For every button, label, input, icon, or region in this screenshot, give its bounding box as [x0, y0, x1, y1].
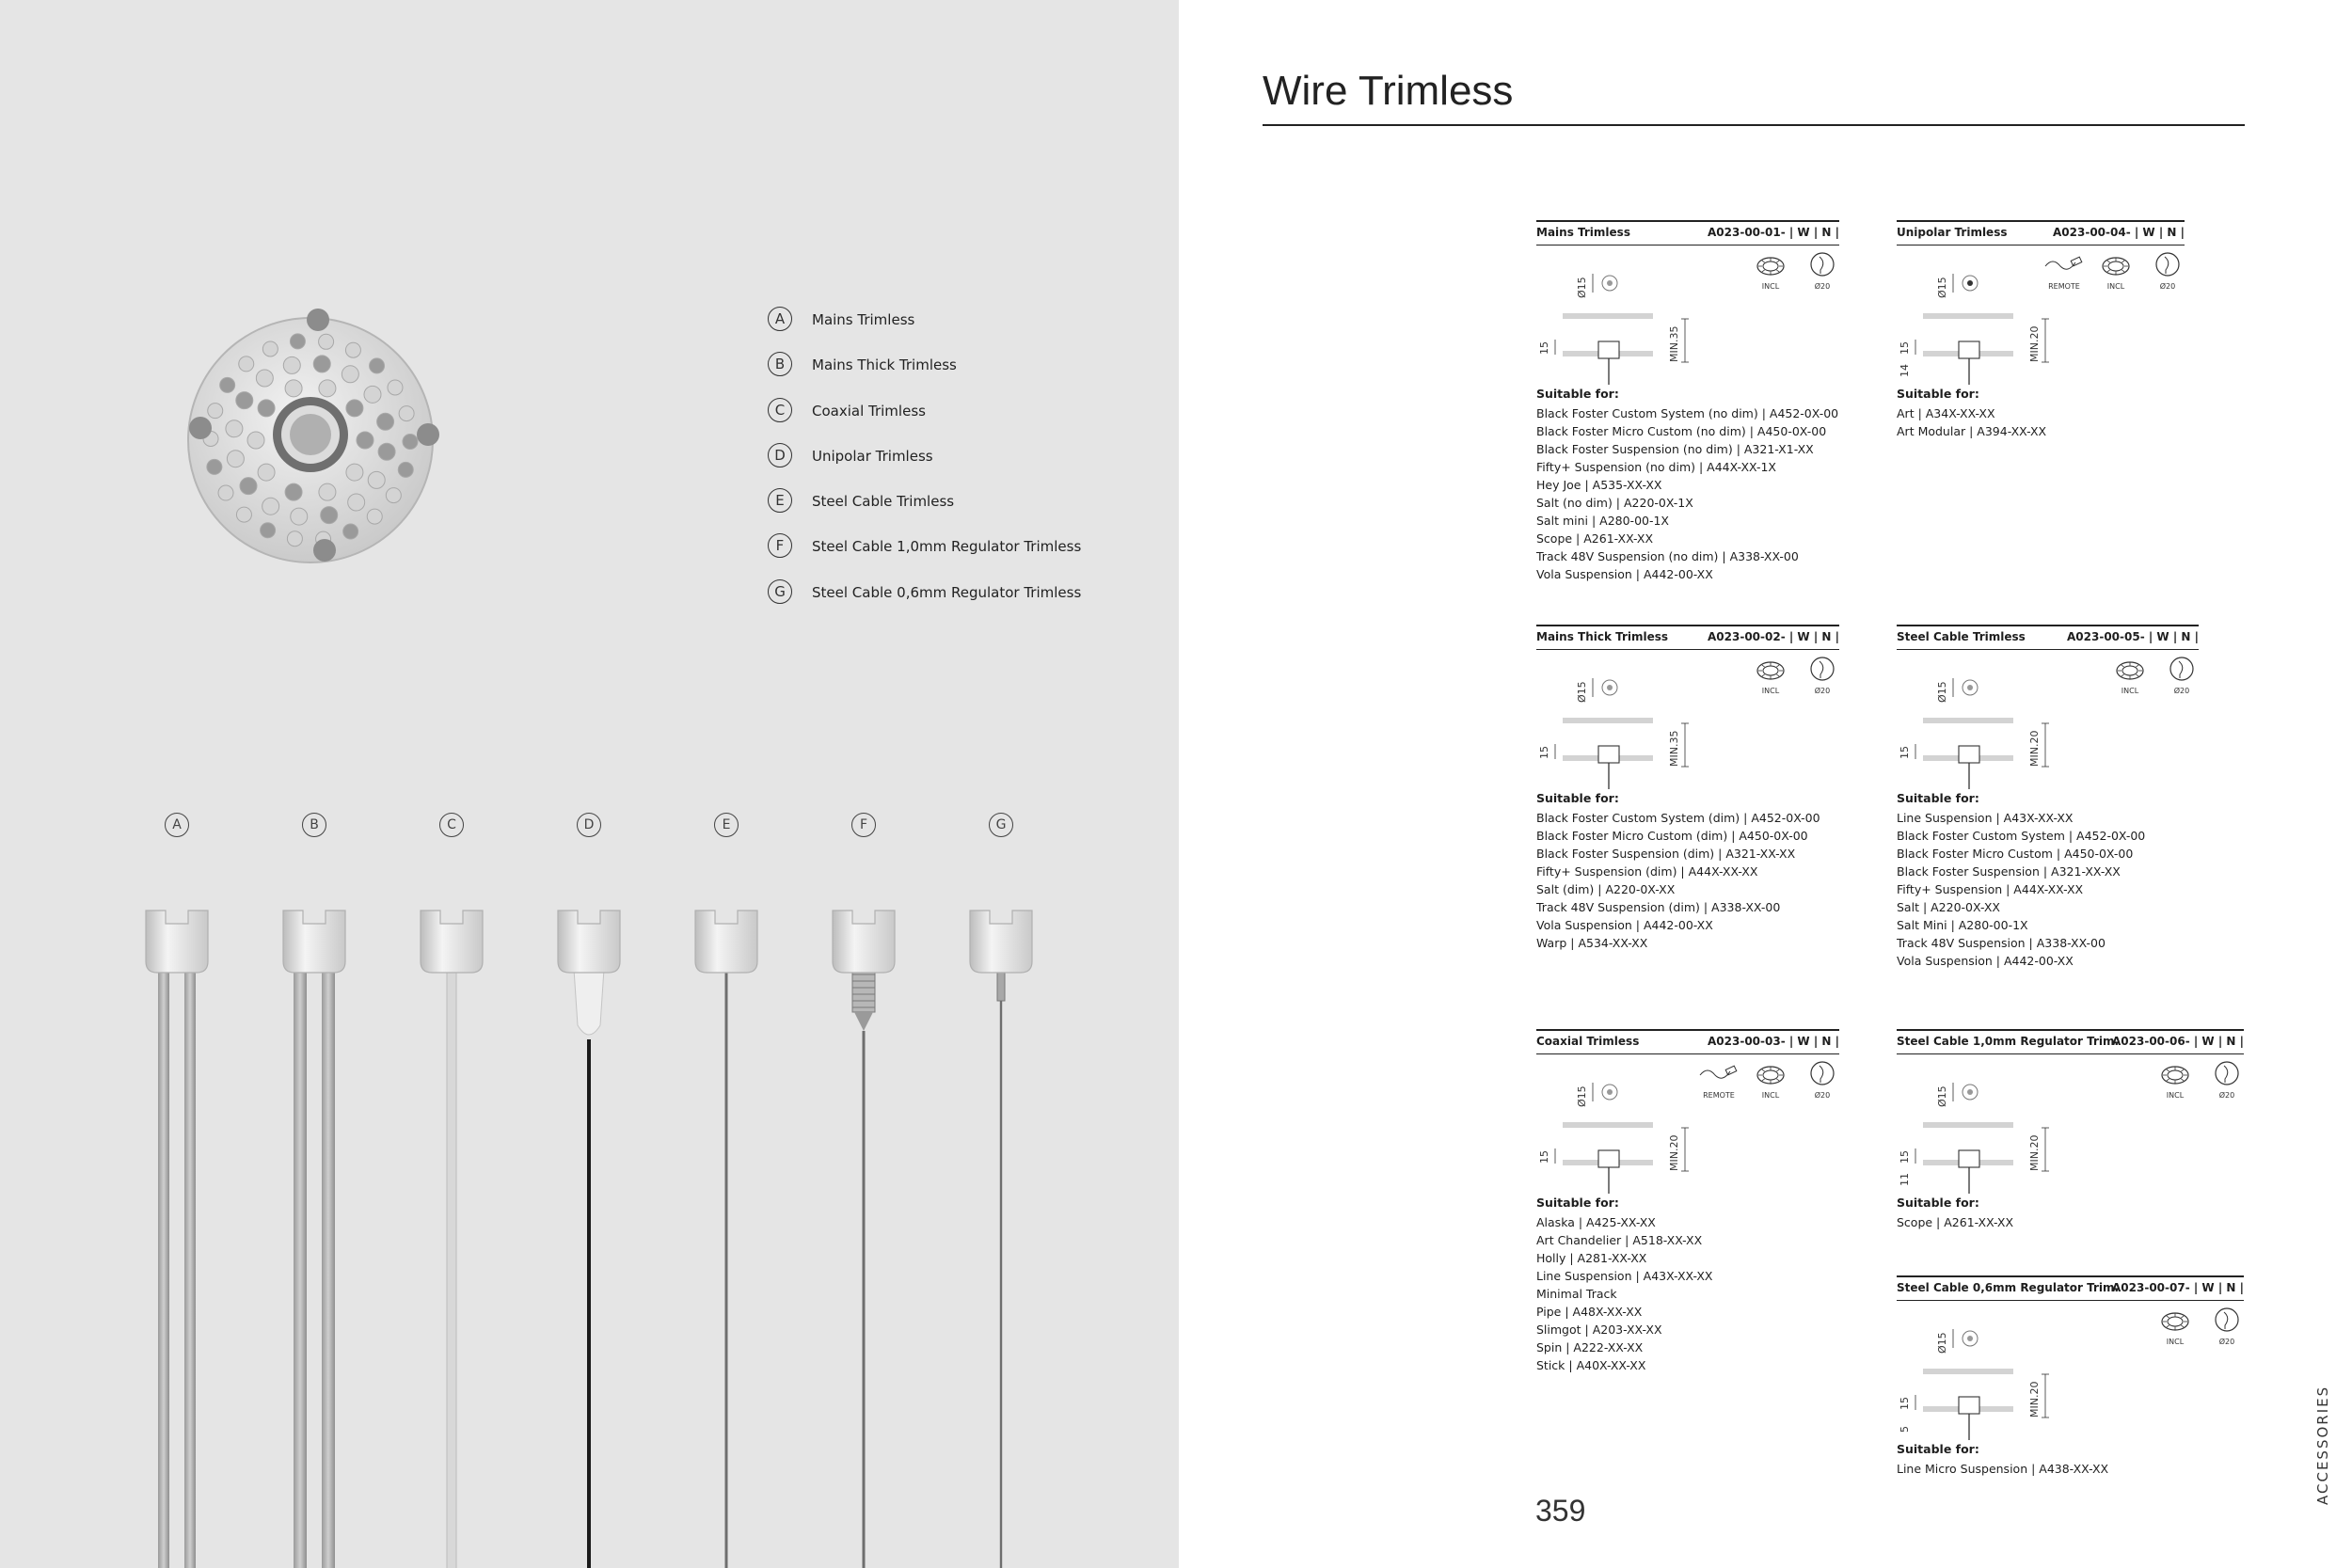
- suitable-item: Alaska | A425-XX-XX: [1536, 1215, 1656, 1229]
- remote-icon: [1700, 1066, 1737, 1100]
- icon-label: Ø20: [2218, 1091, 2235, 1100]
- spec-code: A023-00-03- | W | N |: [1708, 1035, 1839, 1048]
- icon-label: Ø20: [2173, 687, 2190, 695]
- suitable-item: Salt (dim) | A220-0X-XX: [1536, 882, 1676, 896]
- suitable-item: Vola Suspension | A442-00-XX: [1536, 567, 1713, 581]
- incl-icon: [1757, 258, 1784, 291]
- icon-label: Ø20: [1814, 687, 1831, 695]
- icon-label: INCL: [1761, 687, 1780, 695]
- trim-a: [146, 911, 208, 1568]
- dim-height: 15: [1899, 1150, 1911, 1164]
- spec-coaxial-trimless: [1536, 1029, 1839, 1374]
- spec-steel-cable-1mm-regulator: [1897, 1029, 2244, 1231]
- dim-height: 15: [1538, 341, 1550, 355]
- trim-e: [695, 911, 757, 1568]
- spec-drawing: [1536, 650, 1839, 791]
- title-rule: [1263, 124, 2245, 126]
- trim-d: [558, 911, 620, 1568]
- dim-min: MIN.20: [2028, 1134, 2041, 1171]
- dim-min: MIN.20: [1668, 1134, 1680, 1171]
- suitable-item: Track 48V Suspension (no dim) | A338-XX-00: [1536, 549, 1799, 563]
- column-letter: E: [714, 813, 739, 837]
- trimless-disc: [188, 309, 439, 562]
- suitable-item: Black Foster Micro Custom (dim) | A450-0X-00: [1536, 829, 1808, 843]
- spec-code: A023-00-07- | W | N |: [2112, 1281, 2244, 1294]
- top-view-icon: [1963, 276, 1978, 291]
- trim-f: [833, 911, 895, 1568]
- spec-header: [1536, 1029, 1839, 1054]
- spec-drawing: [1897, 1301, 2244, 1442]
- suitable-item: Black Foster Custom System (dim) | A452-0X-00: [1536, 811, 1820, 825]
- spec-name: Steel Cable 0,6mm Regulator Trim.: [1897, 1281, 2120, 1294]
- spec-drawing: [1536, 1054, 1839, 1196]
- suitable-title: Suitable for:: [1897, 387, 1979, 401]
- dim-height: 15: [1899, 1397, 1911, 1410]
- dim-diameter: Ø15: [1936, 277, 1948, 298]
- page-title: Wire Trimless: [1263, 68, 1514, 114]
- suitable-item: Salt (no dim) | A220-0X-1X: [1536, 496, 1693, 510]
- d20-icon: [2156, 253, 2179, 291]
- suitable-item: Salt | A220-0X-XX: [1897, 900, 2000, 914]
- column-letter: D: [577, 813, 601, 837]
- suitable-item: Line Suspension | A43X-XX-XX: [1897, 811, 2074, 825]
- spec-header: [1897, 625, 2199, 650]
- spec-code: A023-00-01- | W | N |: [1708, 226, 1839, 239]
- icon-label: REMOTE: [1703, 1091, 1735, 1100]
- spec-code: A023-00-06- | W | N |: [2112, 1035, 2244, 1048]
- suitable-item: Spin | A222-XX-XX: [1536, 1340, 1644, 1354]
- suitable-item: Scope | A261-XX-XX: [1897, 1215, 2014, 1229]
- dim-diameter: Ø15: [1936, 1085, 1948, 1107]
- legend-label: Steel Cable 0,6mm Regulator Trimless: [812, 583, 1082, 601]
- icon-label: INCL: [2121, 687, 2139, 695]
- dim-height: 15: [1899, 746, 1911, 759]
- trim-g: [970, 911, 1032, 1568]
- trim-c: [421, 911, 483, 1568]
- dim-height: 15: [1538, 1150, 1550, 1164]
- suitable-item: Art Modular | A394-XX-XX: [1897, 424, 2047, 438]
- top-view-icon: [1602, 680, 1617, 695]
- spec-name: Steel Cable 1,0mm Regulator Trim.: [1897, 1035, 2120, 1048]
- dim-height: 15: [1538, 746, 1550, 759]
- suitable-title: Suitable for:: [1536, 791, 1619, 805]
- dim-diameter: Ø15: [1576, 681, 1588, 703]
- suitable-title: Suitable for:: [1897, 791, 1979, 805]
- suitable-item: Warp | A534-XX-XX: [1536, 936, 1648, 950]
- icon-label: INCL: [2166, 1338, 2185, 1346]
- dim-extra: 11: [1899, 1173, 1911, 1186]
- dim-min: MIN.20: [2028, 730, 2041, 767]
- suitable-item: Black Foster Suspension | A321-XX-XX: [1897, 864, 2121, 879]
- suitable-item: Track 48V Suspension | A338-XX-00: [1897, 936, 2106, 950]
- spec-header: [1897, 220, 2185, 245]
- legend-letter: F: [768, 533, 792, 558]
- column-letter: G: [989, 813, 1013, 837]
- dim-diameter: Ø15: [1576, 1085, 1588, 1107]
- suitable-title: Suitable for:: [1536, 387, 1619, 401]
- suitable-item: Black Foster Custom System | A452-0X-00: [1897, 829, 2146, 843]
- spec-code: A023-00-02- | W | N |: [1708, 630, 1839, 643]
- icon-label: REMOTE: [2048, 282, 2080, 291]
- dim-min: MIN.35: [1668, 325, 1680, 362]
- spec-name: Unipolar Trimless: [1897, 226, 2008, 239]
- dim-diameter: Ø15: [1576, 277, 1588, 298]
- suitable-item: Art Chandelier | A518-XX-XX: [1536, 1233, 1703, 1247]
- icon-label: INCL: [2166, 1091, 2185, 1100]
- legend-label: Coaxial Trimless: [812, 402, 926, 420]
- top-view-icon: [1963, 1331, 1978, 1346]
- suitable-item: Scope | A261-XX-XX: [1536, 531, 1654, 546]
- d20-icon: [1811, 657, 1834, 695]
- icon-label: INCL: [1761, 282, 1780, 291]
- incl-icon: [2162, 1313, 2188, 1346]
- spec-code: A023-00-05- | W | N |: [2067, 630, 2199, 643]
- suitable-item: Hey Joe | A535-XX-XX: [1536, 478, 1662, 492]
- spec-mains-thick-trimless: [1536, 625, 1839, 952]
- icon-label: Ø20: [2159, 282, 2176, 291]
- spec-mains-trimless: [1536, 220, 1839, 583]
- suitable-item: Vola Suspension | A442-00-XX: [1897, 954, 2074, 968]
- d20-icon: [1811, 1062, 1834, 1100]
- suitable-title: Suitable for:: [1897, 1196, 1979, 1210]
- spec-header: [1536, 220, 1839, 245]
- suitable-item: Salt mini | A280-00-1X: [1536, 514, 1669, 528]
- d20-icon: [2170, 657, 2193, 695]
- remote-icon: [2045, 257, 2082, 291]
- suitable-item: Fifty+ Suspension (no dim) | A44X-XX-1X: [1536, 460, 1776, 474]
- spec-steel-cable-trimless: [1897, 625, 2199, 970]
- icon-label: Ø20: [1814, 1091, 1831, 1100]
- spec-header: [1897, 1275, 2244, 1301]
- suitable-item: Black Foster Suspension (no dim) | A321-X1-XX: [1536, 442, 1814, 456]
- spec-name: Steel Cable Trimless: [1897, 630, 2026, 643]
- spec-name: Coaxial Trimless: [1536, 1035, 1640, 1048]
- spec-header: [1897, 1029, 2244, 1054]
- legend-label: Steel Cable 1,0mm Regulator Trimless: [812, 538, 1082, 556]
- suitable-item: Black Foster Suspension (dim) | A321-XX-XX: [1536, 847, 1796, 861]
- suitable-item: Line Micro Suspension | A438-XX-XX: [1897, 1462, 2109, 1476]
- top-view-icon: [1602, 1085, 1617, 1100]
- spec-code: A023-00-04- | W | N |: [2053, 226, 2185, 239]
- suitable-title: Suitable for:: [1897, 1442, 1979, 1456]
- dim-min: MIN.35: [1668, 730, 1680, 767]
- spec-unipolar-trimless: [1897, 220, 2185, 440]
- legend-label: Unipolar Trimless: [812, 447, 933, 465]
- legend-letter: B: [768, 352, 792, 376]
- incl-icon: [2162, 1067, 2188, 1100]
- dim-min: MIN.20: [2028, 325, 2041, 362]
- suitable-title: Suitable for:: [1536, 1196, 1619, 1210]
- suitable-item: Fifty+ Suspension | A44X-XX-XX: [1897, 882, 2084, 896]
- spec-drawing: [1536, 245, 1839, 387]
- legend-letter: D: [768, 443, 792, 467]
- incl-icon: [1757, 662, 1784, 695]
- suitable-item: Line Suspension | A43X-XX-XX: [1536, 1269, 1713, 1283]
- dim-min: MIN.20: [2028, 1381, 2041, 1418]
- spec-name: Mains Trimless: [1536, 226, 1630, 239]
- d20-icon: [1811, 253, 1834, 291]
- incl-icon: [2103, 258, 2129, 291]
- section-tab: ACCESSORIES: [2314, 1385, 2331, 1505]
- spec-drawing: [1897, 245, 2185, 387]
- suitable-item: Slimgot | A203-XX-XX: [1536, 1323, 1662, 1337]
- dim-diameter: Ø15: [1936, 681, 1948, 703]
- incl-icon: [2117, 662, 2143, 695]
- trim-b: [283, 911, 345, 1568]
- suitable-item: Black Foster Custom System (no dim) | A452-0X-00: [1536, 406, 1839, 420]
- top-view-icon: [1963, 1085, 1978, 1100]
- spec-name: Mains Thick Trimless: [1536, 630, 1669, 643]
- suitable-item: Art | A34X-XX-XX: [1897, 406, 1995, 420]
- suitable-item: Fifty+ Suspension (dim) | A44X-XX-XX: [1536, 864, 1758, 879]
- incl-icon: [1757, 1067, 1784, 1100]
- icon-label: Ø20: [2218, 1338, 2235, 1346]
- suitable-item: Pipe | A48X-XX-XX: [1536, 1305, 1643, 1319]
- legend-label: Steel Cable Trimless: [812, 493, 955, 511]
- suitable-item: Holly | A281-XX-XX: [1536, 1251, 1647, 1265]
- page-number: 359: [1535, 1494, 1586, 1528]
- dim-extra: 14: [1899, 364, 1911, 377]
- dim-diameter: Ø15: [1936, 1332, 1948, 1354]
- suitable-item: Track 48V Suspension (dim) | A338-XX-00: [1536, 900, 1781, 914]
- legend-letter: E: [768, 488, 792, 513]
- suitable-item: Stick | A40X-XX-XX: [1536, 1358, 1646, 1372]
- d20-icon: [2216, 1308, 2238, 1346]
- spec-steel-cable-06mm-regulator: [1897, 1275, 2244, 1478]
- top-view-icon: [1602, 276, 1617, 291]
- icon-label: INCL: [2106, 282, 2125, 291]
- legend-letter: G: [768, 579, 792, 604]
- top-view-icon: [1963, 680, 1978, 695]
- icon-label: INCL: [1761, 1091, 1780, 1100]
- suitable-item: Minimal Track: [1536, 1287, 1617, 1301]
- legend-letter: A: [768, 307, 792, 331]
- column-letter: F: [851, 813, 876, 837]
- suitable-item: Black Foster Micro Custom | A450-0X-00: [1897, 847, 2134, 861]
- d20-icon: [2216, 1062, 2238, 1100]
- suitable-item: Vola Suspension | A442-00-XX: [1536, 918, 1713, 932]
- spec-header: [1536, 625, 1839, 650]
- dim-extra: 5: [1899, 1426, 1911, 1433]
- legend-label: Mains Trimless: [812, 311, 915, 328]
- legend-label: Mains Thick Trimless: [812, 356, 957, 374]
- legend-letter: C: [768, 398, 792, 422]
- column-letter: B: [302, 813, 326, 837]
- suitable-item: Salt Mini | A280-00-1X: [1897, 918, 2028, 932]
- spec-drawing: [1897, 650, 2199, 791]
- suitable-item: Black Foster Micro Custom (no dim) | A450-0X-00: [1536, 424, 1827, 438]
- icon-label: Ø20: [1814, 282, 1831, 291]
- trim-set: [146, 911, 1032, 1568]
- column-letter: A: [165, 813, 189, 837]
- column-letter: C: [439, 813, 464, 837]
- spec-drawing: [1897, 1054, 2244, 1196]
- dim-height: 15: [1899, 341, 1911, 355]
